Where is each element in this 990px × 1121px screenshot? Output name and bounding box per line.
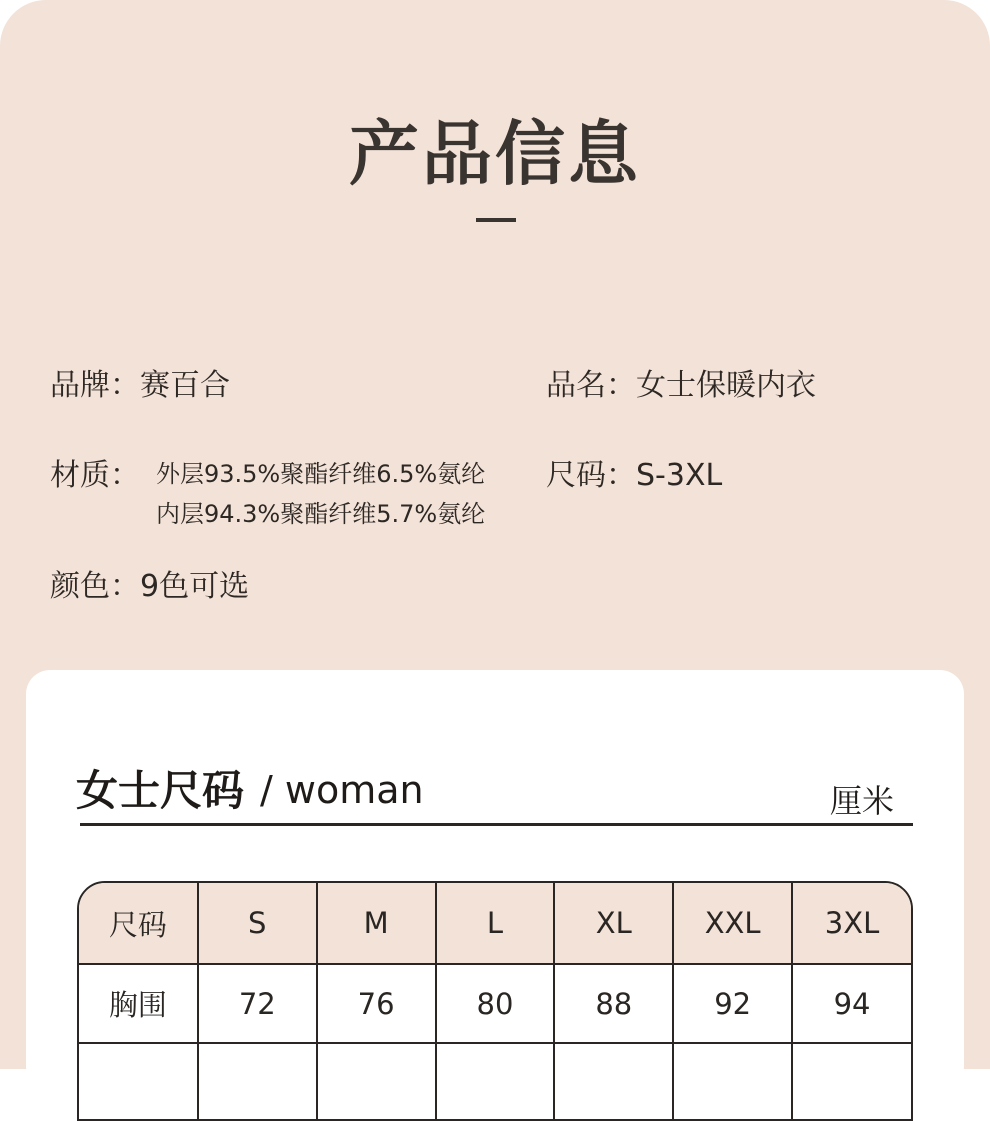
header-cell: L: [436, 883, 555, 964]
color-row: [50, 561, 249, 605]
size-table-header-row: [79, 883, 911, 964]
size-chart-unit: 厘米: [830, 782, 895, 820]
table-cell: [554, 1043, 673, 1121]
material-line-inner: 内层94.3%聚酯纤维5.7%氨纶: [156, 500, 486, 528]
table-cell: [317, 1043, 436, 1121]
header-cell: 尺码: [79, 883, 198, 964]
table-cell: 80: [436, 964, 555, 1043]
color-value: 9色可选: [140, 569, 250, 604]
table-row: [79, 964, 911, 1043]
product-name-value: 女士保暖内衣: [636, 368, 816, 403]
size-chart-rule: [80, 823, 913, 826]
size-chart-subtitle: / woman: [260, 768, 424, 812]
table-cell: 76: [317, 964, 436, 1043]
product-name-row: [546, 360, 816, 404]
size-table: [77, 881, 913, 1121]
table-cell: [79, 1043, 198, 1121]
table-row: [79, 1043, 911, 1121]
header-cell: S: [198, 883, 317, 964]
material-line-outer: 外层93.5%聚酯纤维6.5%氨纶: [156, 460, 486, 488]
size-label: 尺码：: [546, 458, 636, 493]
table-cell: [792, 1043, 911, 1121]
page-title: 产品信息: [349, 113, 641, 195]
product-name-label: 品名：: [546, 368, 636, 403]
material-label: 材质：: [50, 458, 140, 493]
title-divider: [476, 218, 516, 222]
table-cell: [436, 1043, 555, 1121]
table-cell: 92: [673, 964, 792, 1043]
table-cell: 72: [198, 964, 317, 1043]
size-value: S-3XL: [636, 458, 723, 493]
header-cell: M: [317, 883, 436, 964]
brand-row: [50, 360, 230, 404]
header-cell: XL: [554, 883, 673, 964]
brand-label: 品牌：: [50, 368, 140, 403]
material-value: [156, 454, 485, 534]
table-cell: [198, 1043, 317, 1121]
table-cell: 94: [792, 964, 911, 1043]
size-chart-title: 女士尺码: [76, 766, 245, 815]
table-cell: 88: [554, 964, 673, 1043]
header-cell: XXL: [673, 883, 792, 964]
brand-value: 赛百合: [140, 368, 230, 403]
table-cell: [673, 1043, 792, 1121]
header-cell: 3XL: [792, 883, 911, 964]
table-cell: 胸围: [79, 964, 198, 1043]
color-label: 颜色：: [50, 569, 140, 604]
size-row: [546, 450, 722, 494]
